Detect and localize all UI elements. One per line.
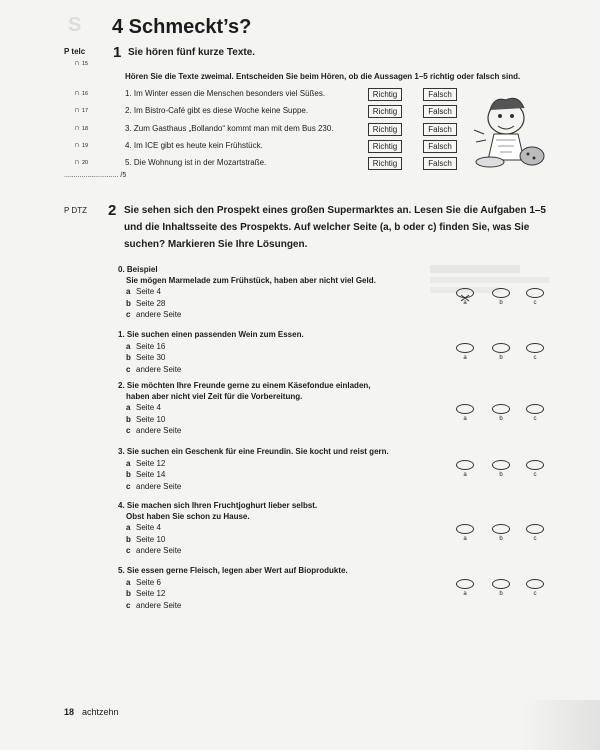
question-block (118, 447, 418, 492)
ex1-track-number: 18 (81, 125, 89, 132)
ex1-item-text: 1. Im Winter essen die Menschen besonders viel Süßes. (125, 89, 326, 98)
answer-oval-a[interactable] (456, 288, 474, 298)
answer-oval-label: c (533, 300, 537, 306)
ex1-item-track (74, 157, 88, 166)
option-text: andere Seite (136, 310, 182, 319)
option-text: andere Seite (136, 481, 182, 491)
headphones-icon: ∩ (74, 58, 80, 67)
answer-oval-a[interactable] (456, 579, 474, 589)
answer-option (118, 414, 418, 426)
ex1-instruction: Hören Sie die Texte zweimal. Entscheiden Sie beim Hören, ob die Aussagen 1–5 richtig oder falsch sind. (125, 72, 521, 81)
answer-oval-b[interactable] (492, 288, 510, 298)
richtig-button[interactable]: Richtig (368, 88, 402, 101)
option-text: Seite 30 (136, 353, 166, 362)
option-letter: b (126, 298, 131, 308)
ex1-track-number: 20 (81, 160, 89, 167)
answer-oval-a[interactable] (456, 343, 474, 353)
richtig-button[interactable]: Richtig (368, 140, 402, 153)
question-text: Obst haben Sie schon zu Hause. (126, 511, 250, 521)
option-letter: b (126, 470, 131, 479)
ex1-track-number: 16 (81, 91, 89, 97)
option-letter: c (126, 600, 131, 610)
ex1-track-number: 17 (81, 108, 89, 115)
answer-oval-label: c (533, 416, 537, 422)
answer-option (118, 534, 418, 546)
headphones-icon: ∩ (74, 88, 80, 97)
page-number-word: achtzehn (82, 707, 119, 717)
question-block (118, 381, 418, 437)
answer-oval-label: a (463, 590, 467, 597)
answer-oval-b[interactable] (492, 404, 510, 414)
option-letter: a (126, 458, 131, 468)
option-text: Seite 16 (136, 341, 166, 351)
answer-oval-label: b (499, 471, 503, 478)
option-letter: b (126, 589, 131, 598)
ex2-number: 2 (108, 202, 117, 219)
option-text: Seite 10 (136, 534, 166, 544)
answer-oval-label: b (499, 354, 503, 361)
option-text: andere Seite (136, 546, 182, 555)
page-title: 4 Schmeckt’s? (112, 16, 252, 38)
answer-oval-label: c (533, 354, 537, 361)
ex1-item-track (74, 123, 88, 132)
ex1-item-track (74, 88, 88, 97)
answer-oval-c[interactable] (526, 579, 544, 589)
ex1-item-track (74, 140, 88, 149)
answer-option (118, 588, 418, 600)
answer-oval-label: c (533, 590, 537, 597)
question-block (118, 330, 418, 375)
option-letter: c (126, 546, 131, 555)
falsch-button[interactable]: Falsch (423, 140, 457, 153)
question-text: haben aber nicht viel Zeit für die Vorbereitung. (126, 391, 303, 401)
answer-option (118, 458, 418, 470)
answer-oval-label: a (463, 416, 467, 422)
ex1-score: ............................ /5 (64, 172, 127, 179)
question-title: 1. Sie suchen einen passenden Wein zum Essen. (118, 330, 304, 339)
question-title: 3. Sie suchen ein Geschenk für eine Freundin. Sie kocht und reist gern. (118, 447, 389, 456)
answer-option (118, 522, 418, 534)
answer-option (118, 352, 418, 364)
option-letter: a (126, 403, 131, 412)
option-text: Seite 10 (136, 414, 166, 424)
question-title: 5. Sie essen gerne Fleisch, legen aber Wert auf Bioprodukte. (118, 566, 348, 575)
falsch-button[interactable]: Falsch (423, 123, 457, 136)
answer-option (118, 469, 418, 481)
headphones-icon: ∩ (74, 122, 80, 132)
ex2-headline: Sie sehen sich den Prospekt eines großen Supermarktes an. Lesen Sie die Aufgaben 1–5 und die Inhaltsseite des Prospekts. Auf welcher Seite (a, b oder c) finden Sie, was Sie suchen? Markieren Sie Ihre Lösungen. (124, 205, 546, 250)
answer-option (118, 309, 418, 321)
richtig-button[interactable]: Richtig (368, 105, 402, 118)
cartoon-illustration (470, 90, 550, 172)
option-text: Seite 4 (136, 287, 161, 296)
answer-oval-label: c (533, 471, 537, 478)
option-text: Seite 12 (136, 589, 166, 598)
answer-oval-label: b (499, 300, 503, 306)
option-letter: b (126, 534, 131, 544)
answer-oval-label: b (499, 536, 503, 542)
falsch-button[interactable]: Falsch (423, 105, 457, 118)
question-block (118, 265, 418, 321)
ex1-item-text: 2. Im Bistro-Café gibt es diese Woche keine Suppe. (125, 106, 309, 116)
option-letter: a (126, 577, 131, 587)
answer-option (118, 298, 418, 310)
option-letter: c (126, 426, 131, 435)
option-text: andere Seite (136, 426, 182, 435)
richtig-button[interactable]: Richtig (368, 123, 402, 136)
answer-oval-label: a (463, 300, 467, 306)
answer-oval-c[interactable] (526, 524, 544, 534)
page-number: 18 (64, 707, 75, 717)
ex1-track-main: ∩ 15 (74, 58, 89, 67)
option-letter: b (126, 353, 131, 362)
question-title: 4. Sie machen sich Ihren Fruchtjoghurt lieber selbst. (118, 501, 318, 510)
option-text: andere Seite (136, 364, 182, 374)
page-edge-shadow (520, 700, 600, 750)
ex1-item-text: 4. Im ICE gibt es heute kein Frühstück. (125, 140, 263, 150)
answer-oval-label: a (463, 536, 467, 542)
answer-option (118, 364, 418, 376)
answer-oval-c[interactable] (526, 343, 544, 353)
answer-oval-c[interactable] (526, 460, 544, 470)
falsch-button[interactable]: Falsch (423, 157, 457, 170)
answer-option (118, 545, 418, 557)
answer-option (118, 402, 418, 414)
option-letter: a (126, 287, 131, 296)
option-text: Seite 12 (136, 458, 166, 468)
option-text: Seite 4 (136, 403, 161, 412)
answer-oval-c[interactable] (526, 404, 544, 414)
answer-option (118, 577, 418, 589)
option-letter: a (126, 523, 131, 532)
answer-oval-label: c (533, 536, 537, 542)
option-letter: c (126, 481, 131, 491)
answer-oval-b[interactable] (492, 524, 510, 534)
question-block (118, 501, 418, 557)
answer-oval-a[interactable] (456, 460, 474, 470)
ex1-track-number: 19 (81, 142, 89, 149)
ex1-headline: Sie hören fünf kurze Texte. (128, 47, 256, 58)
headphones-icon: ∩ (74, 105, 80, 115)
answer-oval-c[interactable] (526, 288, 544, 298)
ex1-number: 1 (113, 44, 122, 61)
chapter-watermark: S (68, 14, 82, 36)
answer-oval-label: a (463, 471, 467, 478)
answer-oval-b[interactable] (492, 460, 510, 470)
question-title: 0. Beispiel (118, 265, 158, 274)
option-text: Seite 6 (136, 577, 161, 587)
headphones-icon: ∩ (74, 139, 80, 149)
answer-oval-a[interactable] (456, 524, 474, 534)
answer-oval-label: a (463, 354, 467, 361)
question-text: Sie mögen Marmelade zum Frühstück, haben aber nicht viel Geld. (126, 275, 376, 285)
ex1-item-text: 5. Die Wohnung ist in der Mozartstraße. (125, 158, 267, 168)
answer-oval-b[interactable] (492, 343, 510, 353)
ex1-item-track (74, 105, 88, 114)
ex2-exam-label: P DTZ (64, 206, 87, 215)
option-text: Seite 4 (136, 523, 161, 532)
answer-option (118, 341, 418, 353)
answer-oval-label: b (499, 416, 503, 422)
option-letter: c (126, 310, 131, 319)
option-letter: c (126, 364, 131, 374)
answer-oval-a[interactable] (456, 404, 474, 414)
answer-option (118, 481, 418, 493)
ex1-exam-label: P telc (64, 47, 86, 56)
headphones-icon: ∩ (74, 157, 80, 167)
ex1-item-text: 3. Zum Gasthaus „Bollando“ kommt man mit dem Bus 230. (125, 123, 334, 133)
option-text: andere Seite (136, 600, 182, 610)
question-title: 2. Sie möchten Ihre Freunde gerne zu einem Käsefondue einladen, (118, 381, 371, 390)
falsch-button[interactable]: Falsch (423, 88, 457, 101)
answer-option (118, 286, 418, 298)
answer-option (118, 425, 418, 437)
option-text: Seite 14 (136, 470, 166, 479)
option-letter: a (126, 341, 131, 351)
option-text: Seite 28 (136, 298, 166, 308)
answer-option (118, 600, 418, 612)
question-block (118, 566, 418, 611)
option-letter: b (126, 414, 131, 424)
answer-oval-label: b (499, 590, 503, 597)
richtig-button[interactable]: Richtig (368, 157, 402, 170)
answer-oval-b[interactable] (492, 579, 510, 589)
